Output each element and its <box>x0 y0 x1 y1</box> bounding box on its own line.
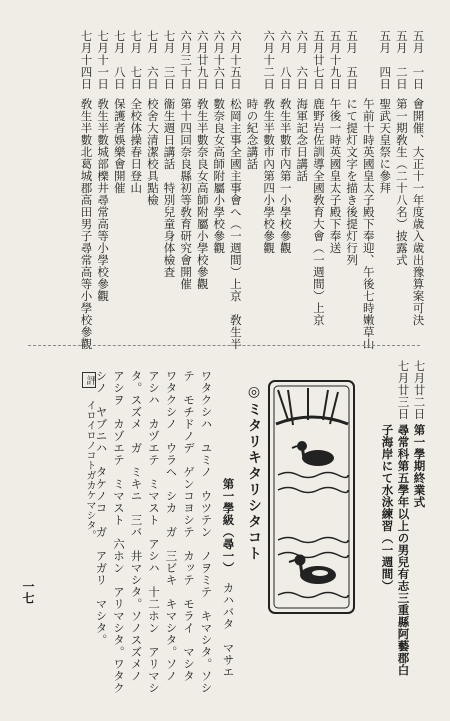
calendar-date: 七月十四日 <box>79 30 94 90</box>
calendar-date: 七月 三日 <box>162 30 177 90</box>
calendar-event: 第一期敎生（二十八名）披露式 <box>394 98 409 266</box>
poem-line: シノ ヤブニハ タケノコ ガ アガリ マシタ。 <box>94 370 109 646</box>
calendar-event: 尋常科第五學年以上の男兒有志三重縣阿藝郡白 <box>396 424 411 676</box>
poem-line: テ モチドノデ ゲンコヨシテ カッテ モライ マシタ <box>182 370 196 682</box>
calendar-date: 五月 五日 <box>345 30 360 90</box>
calendar-date: 六月三十日 <box>179 30 194 90</box>
calendar-date: 五月 四日 <box>378 30 393 90</box>
poem-byline: 第一學級（尋一） <box>221 478 236 574</box>
calendar-event: 第十四回奈良縣初等敎育研究會開催 <box>179 98 194 290</box>
calendar-date: 五月十九日 <box>328 30 343 90</box>
calendar-date: 五月 二日 <box>394 30 409 90</box>
calendar-date: 六月廿九日 <box>195 30 210 90</box>
calendar-event: 保護者娛樂會開催 <box>112 98 127 194</box>
calendar-event: 子海岸にて水泳練習（一週間） <box>380 424 395 592</box>
calendar-event: 校舍大清潔校具點檢 <box>145 98 160 206</box>
calendar-date: 六月 六日 <box>295 30 310 90</box>
calendar-event: 第一學期終業式 <box>412 424 427 508</box>
poem-line: アシヲ カゾエテ ミマスト 六ホン アリマシタ。ワタク <box>112 370 126 694</box>
calendar-event: 聖武天皇祭に參拜 <box>378 98 393 194</box>
poem-line: ワタクシハ ユミノ ウツテン ノヲミテ キマシタ。ソシ <box>199 370 214 694</box>
calendar-event: 敎生半數奈良女高師附屬小學校參觀 <box>195 98 210 290</box>
poem-title: ◎ミタリキタリシタコト <box>246 384 262 562</box>
calendar-date: 七月十一日 <box>96 30 111 90</box>
calendar-event: 時の紀念講話 <box>245 98 260 170</box>
calendar-event: 午後一時英國皇太子殿下奉送 <box>328 98 343 254</box>
calendar-date: 五月廿七日 <box>311 30 326 90</box>
note-label: 評 <box>82 372 96 388</box>
calendar-event: 鹿野岩佐訓導全國敎育大會（一週間）上京 <box>311 98 326 326</box>
calendar-event: 敎生半數市內第四小學校參觀 <box>262 98 277 254</box>
calendar-date: 七月 六日 <box>145 30 160 90</box>
poem-line: アシハ カヅエテ ミマスト アシハ 十二ホン アリマシ <box>147 370 161 694</box>
calendar-event: にて提灯文字を描き後提灯行列 <box>345 98 360 266</box>
calendar-date: 七月廿二日 <box>412 360 427 420</box>
calendar-date: 六月十六日 <box>212 30 227 90</box>
calendar-event: 海軍記念日講話 <box>295 98 310 182</box>
calendar-event: 全校体操春日登山 <box>129 98 144 194</box>
calendar-date: 七月 八日 <box>112 30 127 90</box>
calendar-event: 午前十時英國皇太子殿下奉迎、午後七時嫩草山 <box>361 98 376 350</box>
calendar-event: 敎生半數城部櫟井尋常高等小學校參觀 <box>96 98 111 302</box>
poem-line: ワタクシノ ウラヘ シカ ガ 三ビキ キマシタ。ソノ <box>164 370 179 682</box>
note-text: イロイロノコトガカケマシタ。 <box>84 400 95 540</box>
calendar-event: 敎生半數北葛城郡高田男子尋常高等小學校參觀 <box>79 98 94 350</box>
calendar-date: 六月十五日 <box>228 30 243 90</box>
calendar-event: 會開催、大正十一年度歳入歳出豫算案可決 <box>411 98 426 326</box>
calendar-event: 衞生週日講話 特別兒童身体檢査 <box>162 98 177 278</box>
calendar-date: 六月十二日 <box>262 30 277 90</box>
calendar-date: 六月 八日 <box>278 30 293 90</box>
section-divider <box>28 345 420 346</box>
calendar-event: 敎生半數市內第一小學校參觀 <box>278 98 293 254</box>
calendar-date: 七月廿三日 <box>396 360 411 420</box>
calendar-date: 五月 一日 <box>411 30 426 90</box>
poem-author: カハバタ マサエ <box>221 582 236 678</box>
calendar-event: 數奈良女高師附屬小學校參觀 <box>212 98 227 254</box>
page-number: 一七 <box>21 580 35 604</box>
calendar-date: 七月 七日 <box>129 30 144 90</box>
calendar-event: 松岡主事全國主事會へ（一週間）上京 敎生半 <box>228 98 243 350</box>
duck-illustration <box>268 380 355 614</box>
poem-line: タ。スズメ ガ ミキニ 三バ 井マシタ。ソノスズメノ <box>129 370 144 682</box>
